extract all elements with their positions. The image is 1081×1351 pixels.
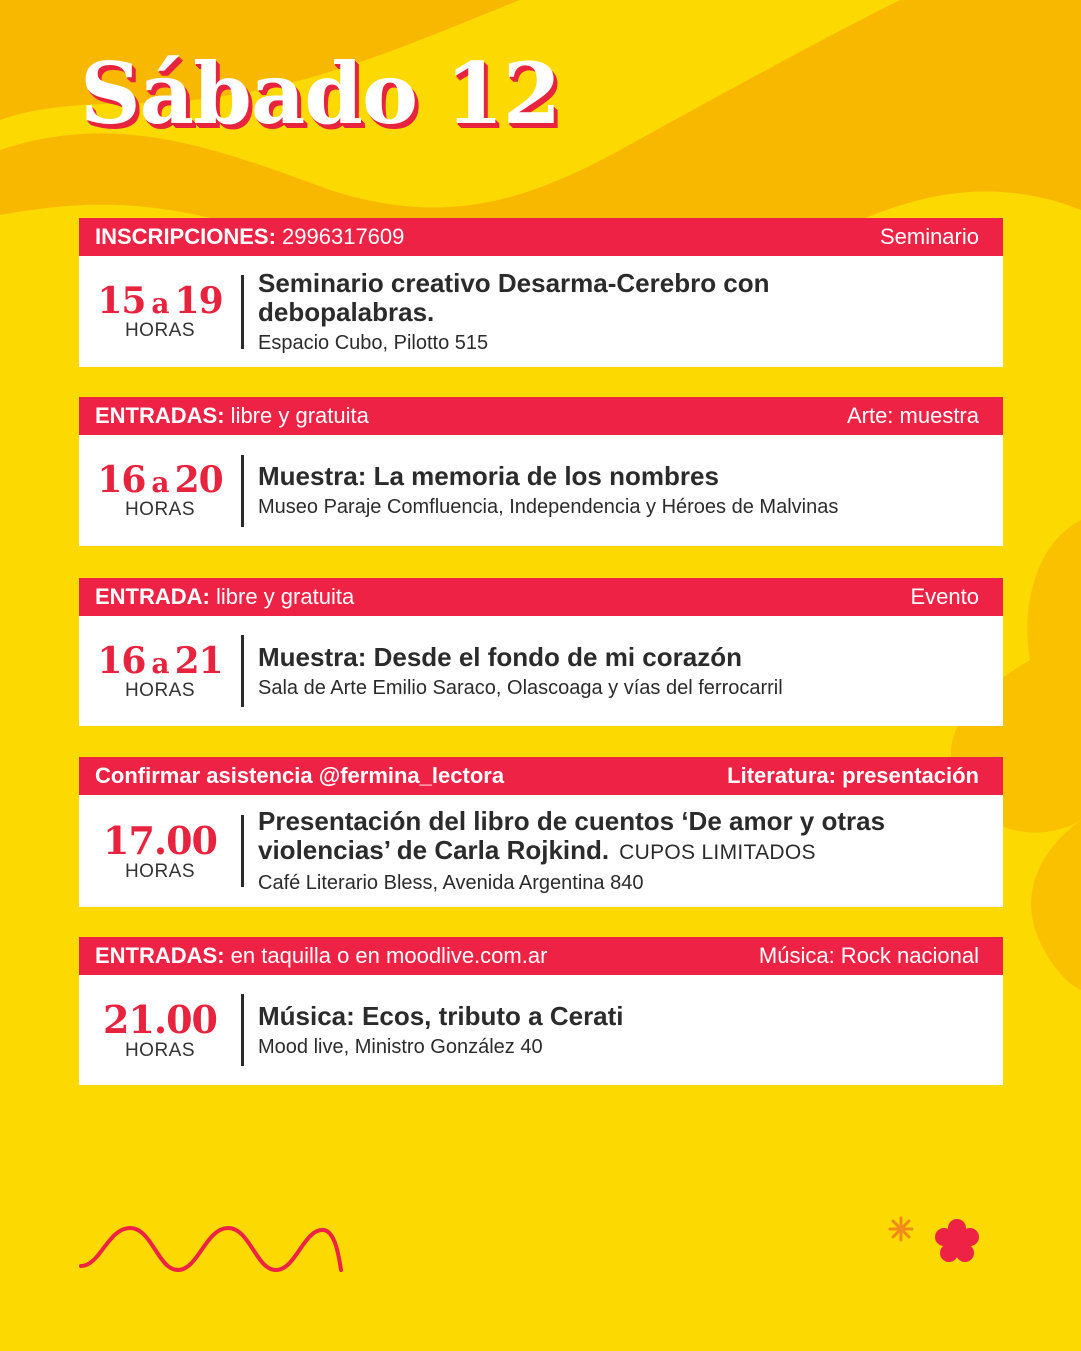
entry-label: ENTRADA:: [95, 584, 210, 609]
event-header-left: [95, 224, 404, 250]
event-info: [244, 807, 968, 895]
event-header-left: [95, 403, 369, 429]
event-place: Café Literario Bless, Avenida Argentina 840: [258, 872, 644, 894]
event-time: [79, 639, 241, 701]
event-body: [79, 256, 1003, 367]
time-start: 21.00: [103, 996, 217, 1042]
event-header-left: [95, 584, 354, 610]
wave-icon: [78, 1222, 344, 1276]
event-body: [79, 435, 1003, 546]
event-info: [244, 269, 878, 355]
event-info: [244, 1002, 644, 1059]
time-end: 19: [174, 280, 223, 322]
event-place: Mood live, Ministro González 40: [258, 1035, 543, 1058]
event-header: [79, 937, 1003, 975]
time-start: 15: [97, 280, 146, 322]
event-title: Muestra: La memoria de los nombres: [258, 461, 719, 491]
asterisk-icon: [887, 1215, 915, 1243]
event-category: Música: Rock nacional: [758, 943, 979, 968]
registration-phone: 2996317609: [275, 224, 405, 249]
event-category: Literatura: presentación: [727, 763, 979, 788]
event-header: [79, 397, 1003, 435]
time-separator: a: [151, 466, 169, 499]
event-time: [79, 996, 241, 1061]
event-info: [244, 643, 803, 700]
event-title: Música: Ecos, tributo a Cerati: [258, 1000, 624, 1031]
event-body: [79, 616, 1003, 726]
event-title: Seminario creativo Desarma-Cerebro con debopalabras.: [258, 267, 770, 327]
hours-label: HORAS: [124, 1039, 196, 1061]
event-title: Presentación del libro de cuentos ‘De amor y otras violencias’ de Carla Rojkind.: [258, 806, 886, 865]
event-header-left: [95, 943, 547, 969]
entry-value: libre y gratuita: [209, 584, 355, 609]
event-place: Museo Paraje Comfluencia, Independencia y Héroes de Malvinas: [258, 496, 839, 518]
event-info: [244, 462, 858, 519]
event-place: Espacio Cubo, Pilotto 515: [258, 331, 489, 354]
hours-label: HORAS: [124, 860, 196, 882]
event-header: [79, 218, 1003, 256]
event-place: Sala de Arte Emilio Saraco, Olascoaga y vías del ferrocarril: [258, 676, 783, 699]
event-category: Arte: muestra: [846, 403, 979, 428]
time-start: 17.00: [103, 817, 217, 863]
event-body: [79, 795, 1003, 907]
entry-label: ENTRADAS:: [95, 403, 225, 428]
event-body: [79, 975, 1003, 1085]
event-time: [79, 280, 241, 341]
time-start: 16: [97, 639, 146, 682]
entry-value: en taquilla o en moodlive.com.ar: [224, 943, 548, 968]
registration-label: INSCRIPCIONES:: [95, 224, 276, 249]
event-time: [79, 459, 241, 520]
event-title: Muestra: Desde el fondo de mi corazón: [258, 641, 742, 672]
event-card: [79, 218, 1003, 367]
page-title: Sábado 12: [80, 44, 561, 143]
entry-label: ENTRADAS:: [95, 943, 225, 968]
event-category: Seminario: [879, 224, 979, 249]
event-card: [79, 578, 1003, 726]
time-separator: a: [151, 287, 169, 320]
event-category: Evento: [910, 584, 979, 609]
flower-icon: [933, 1218, 981, 1264]
event-card: [79, 397, 1003, 546]
hours-label: HORAS: [124, 679, 196, 701]
event-time: [79, 817, 241, 882]
time-end: 21: [174, 639, 223, 682]
event-header: [79, 578, 1003, 616]
event-card: [79, 937, 1003, 1085]
event-card: [79, 757, 1003, 907]
time-start: 16: [97, 459, 146, 501]
time-separator: a: [151, 646, 169, 680]
limited-seats-note: CUPOS LIMITADOS: [619, 841, 816, 864]
hours-label: HORAS: [124, 499, 196, 520]
time-end: 20: [174, 459, 223, 501]
rsvp-label: Confirmar asistencia @fermina_lectora: [95, 763, 505, 788]
event-header: [79, 757, 1003, 795]
entry-value: libre y gratuita: [224, 403, 369, 428]
hours-label: HORAS: [124, 320, 196, 341]
